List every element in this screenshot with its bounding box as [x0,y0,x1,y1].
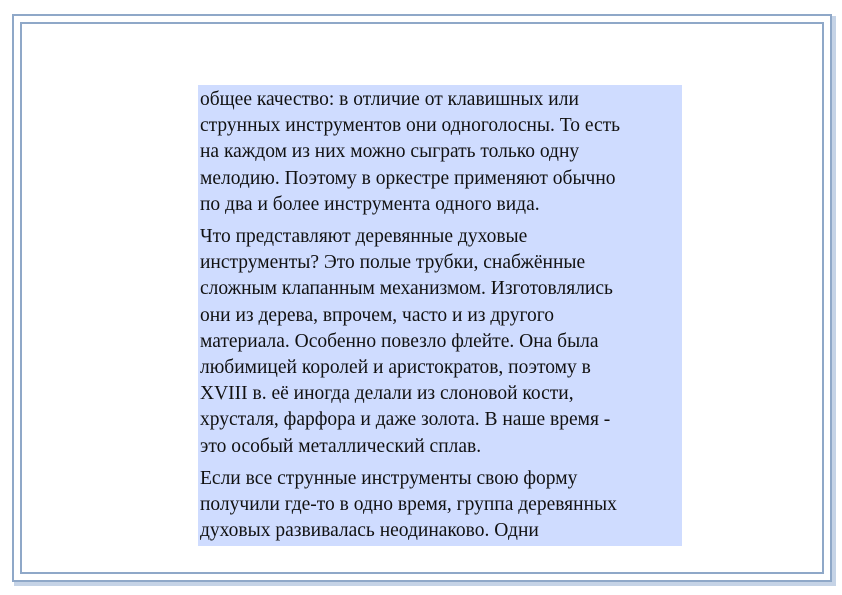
paragraph-2: Что представляют деревянные духовые инструменты? Это полые трубки, снабжённые сложным клапанным механизмом. Изготовлялись они из дерева, впрочем, часто и из другого материала. Особенно повезло флейте. Она была любимицей королей и аристократов, поэтому в XVIII в. её иногда делали из слоновой кости, хрусталя, фарфора и даже золота. В наше время - это особый металлический сплав. [200,226,613,457]
paragraph-3: Если все струнные инструменты свою форму получили где-то в одно время, группа деревянных духовых развивалась неодинаково. Одни [200,467,617,542]
slide-frame-shadow-right [832,16,836,586]
text-block [198,85,682,546]
slide-frame-shadow-bottom [14,582,836,586]
paragraph-1: общее качество: в отличие от клавишных или струнных инструментов они одноголосны. То есть на каждом из них можно сыграть только одну мелодию. Поэтому в оркестре применяют обычно по два и более инструмента одного вида. [200,89,621,215]
